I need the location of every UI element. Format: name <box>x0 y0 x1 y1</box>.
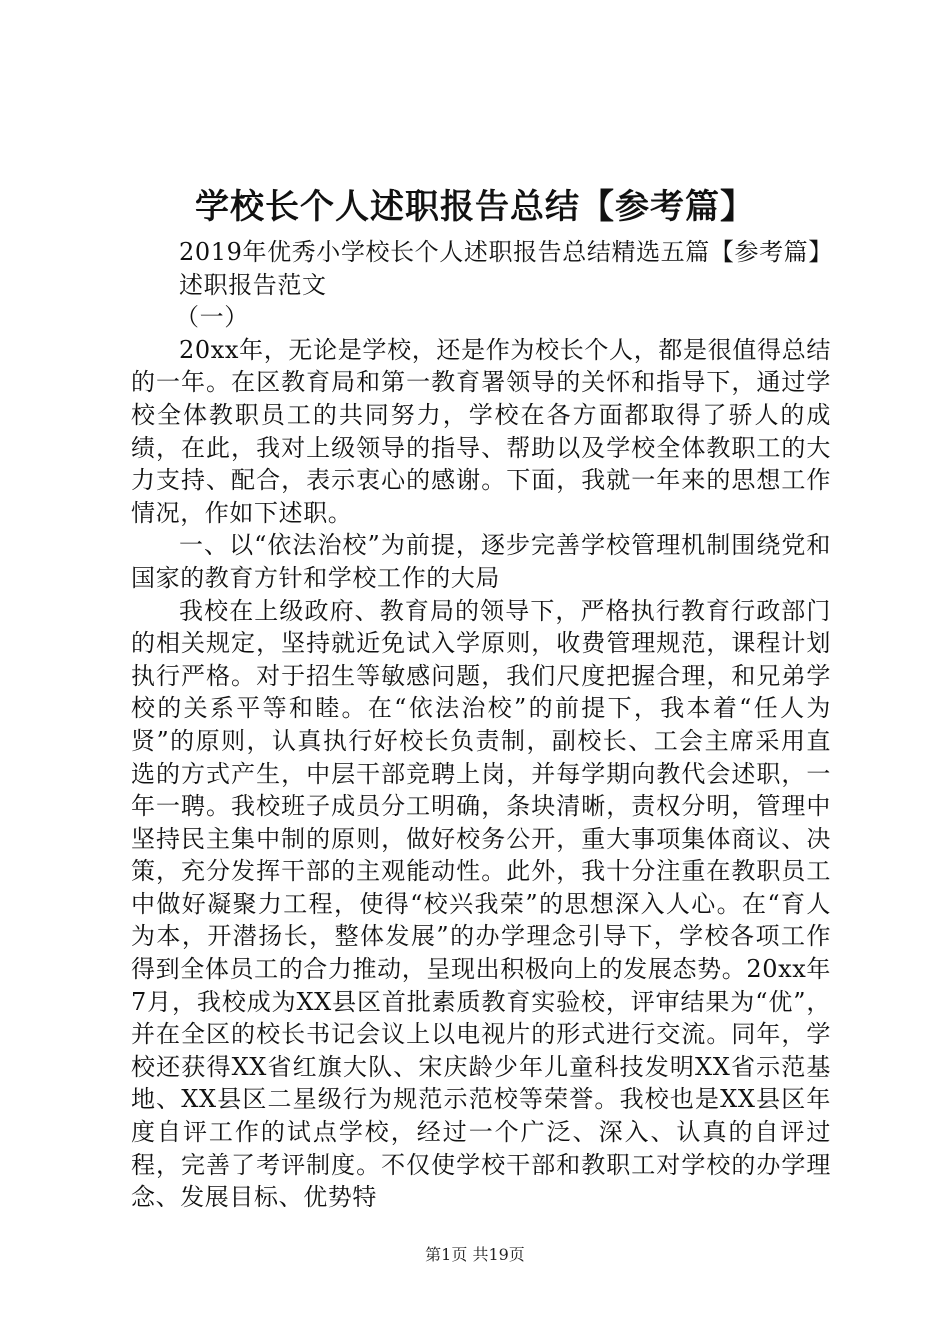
document-title: 学校长个人述职报告总结【参考篇】 <box>195 187 755 227</box>
paragraph-section-heading: 一、以“依法治校”为前提，逐步完善学校管理机制围绕党和国家的教育方针和学校工作的大局 <box>131 531 831 592</box>
paragraph-heading: 述职报告范文 <box>179 270 327 299</box>
document-body <box>131 236 831 1214</box>
page-footer: 第1页 共19页 <box>425 1245 525 1264</box>
paragraph-intro: 20xx年，无论是学校，还是作为校长个人，都是很值得总结的一年。在区教育局和第一教育署领导的关怀和指导下，通过学校全体教职员工的共同努力，学校在各方面都取得了骄人的成绩，在此，我对上级领导的指导、帮助以及学校全体教职工的大力支持、配合，表示衷心的感谢。下面，我就一年来的思想工作情况，作如下述职。 <box>131 335 831 527</box>
paragraph-body: 我校在上级政府、教育局的领导下，严格执行教育行政部门的相关规定，坚持就近免试入学原则，收费管理规范，课程计划执行严格。对于招生等敏感问题，我们尺度把握合理，和兄弟学校的关系平等和睦。在“依法治校”的前提下，我本着“任人为贤”的原则，认真执行好校长负责制，副校长、工会主席采用直选的方式产生，中层干部竞聘上岗，并每学期向教代会述职，一年一聘。我校班子成员分工明确，条块清晰，责权分明，管理中坚持民主集中制的原则，做好校务公开，重大事项集体商议、决策，充分发挥干部的主观能动性。此外，我十分注重在教职员工中做好凝聚力工程，使得“校兴我荣”的思想深入人心。在“育人为本，开潜扬长，整体发展”的办学理念引导下，学校各项工作得到全体员工的合力推动，呈现出积极向上的发展态势。20xx年7月，我校成为XX县区首批素质教育实验校，评审结果为“优”，并在全区的校长书记会议上以电视片的形式进行交流。同年，学校还获得XX省红旗大队、宋庆龄少年儿童科技发明XX省示范基地、XX县区二星级行为规范示范校等荣誉。我校也是XX县区年度自评工作的试点学校，经过一个广泛、深入、认真的自评过程，完善了考评制度。不仅使学校干部和教职工对学校的办学理念、发展目标、优势特 <box>131 596 831 1212</box>
paragraph-subtitle: 2019年优秀小学校长个人述职报告总结精选五篇【参考篇】 <box>179 238 833 266</box>
paragraph-section-number: （一） <box>175 303 249 332</box>
